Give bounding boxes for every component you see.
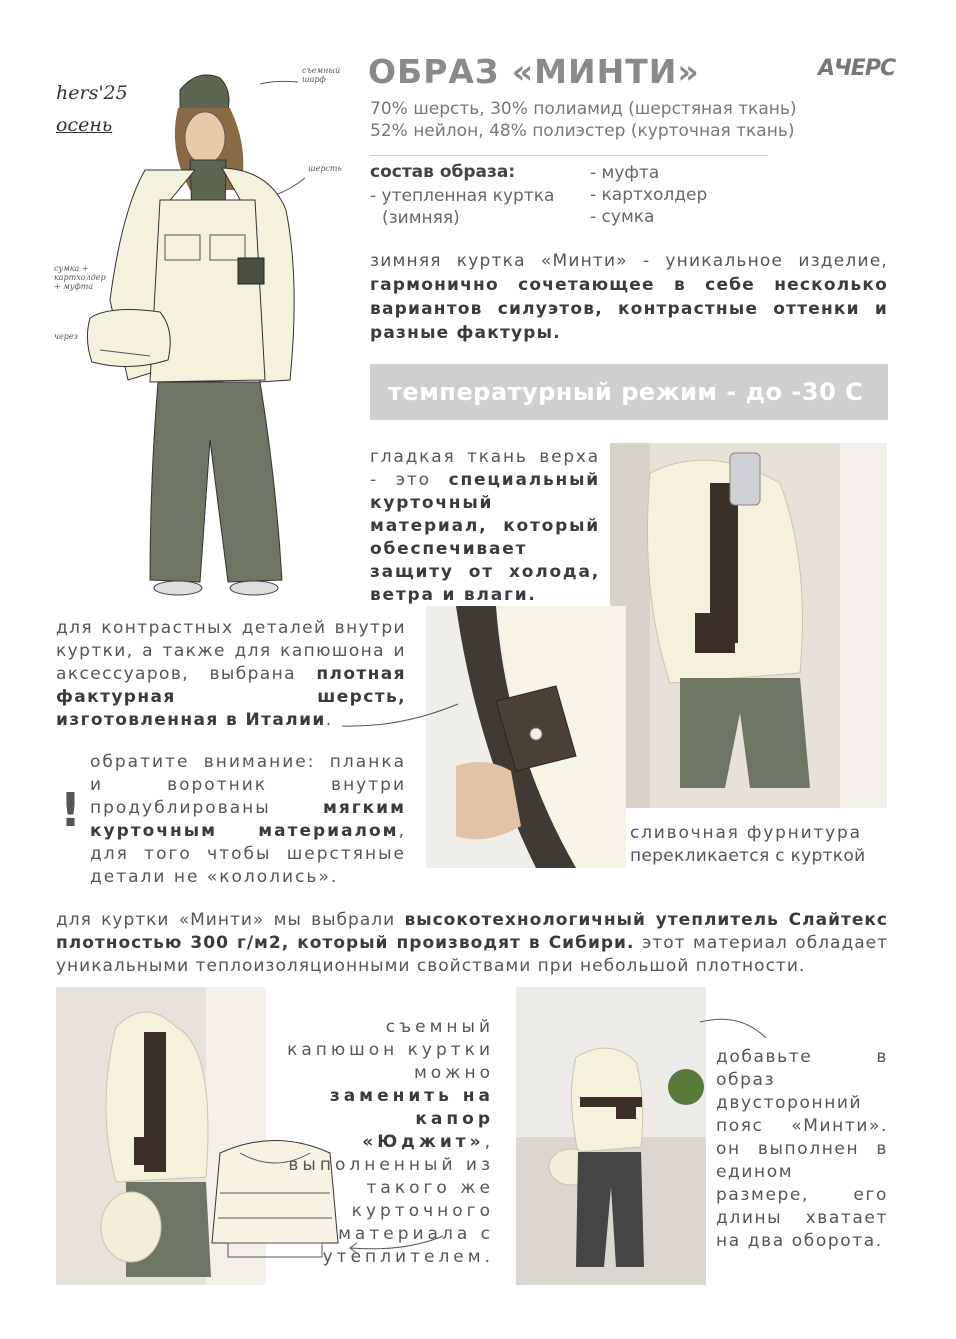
insulation-text: [56, 909, 888, 978]
sketch-note: через: [54, 332, 78, 341]
composition-item: - утепленная куртка: [370, 186, 555, 206]
fashion-sketch: [50, 60, 370, 615]
attention-tail: , для того чтобы шерстяные детали не «кололись».: [90, 821, 406, 887]
brand-logo: АЧЕРС: [818, 56, 896, 81]
hardware-line: сливочная фурнитура: [630, 823, 862, 843]
photo-mirror-selfie: [610, 443, 887, 808]
sketch-season-name: осень: [56, 114, 113, 136]
attention-lead: обратите внимание: планка и воротник внутри продублированы: [90, 752, 406, 818]
composition-list-right: [590, 162, 707, 228]
wool-tail: .: [325, 710, 333, 730]
sketch-note: шерсть: [308, 164, 342, 173]
sketch-note: сумка + картхолдер + муфта: [54, 264, 106, 291]
arrow-to-hood: [345, 1232, 445, 1257]
photo-belt-look: [516, 987, 706, 1285]
attention-bold: мягким курточным материалом: [90, 798, 406, 841]
hood-tail: , выполненный из такого же курточного материала с утеплителем.: [288, 1132, 494, 1267]
smooth-bold: специальный курточный материал, который обеспечивает защиту от холода, ветра и влаги.: [370, 470, 600, 605]
intro-lead: зимняя куртка «Минти» - уникальное изделие,: [370, 251, 888, 271]
sketch-season: hers'25: [56, 82, 128, 104]
smooth-fabric-text: [370, 446, 600, 607]
fabric-composition: [370, 98, 797, 142]
fabric-wool: 70% шерсть, 30% полиамид (шерстяная ткань): [370, 99, 797, 119]
composition-list-left: [370, 185, 554, 229]
composition-item: - картхолдер: [590, 185, 708, 205]
wool-lead: для контрастных деталей внутри куртки, а также для капюшона и аксессуаров, выбрана: [56, 618, 406, 684]
arrow-to-belt: [690, 1010, 770, 1040]
smooth-lead: гладкая ткань верха -: [370, 447, 600, 490]
temperature-text: температурный режим - до -30 С: [388, 378, 864, 406]
sketch-drawing: [50, 60, 370, 615]
belt-text: добавьте в образ двусторонний пояс «Минти». он выполнен в едином размере, его длины хватает на два оборота.: [716, 1047, 888, 1251]
sketch-note: съемный шарф: [302, 66, 341, 84]
insulation-bold: высокотехнологичный утеплитель Слайтекс плотностью 300 г/м2, который производят в Сибири.: [56, 910, 888, 953]
composition-item-note: (зимняя): [382, 208, 460, 228]
composition-item: - сумка: [590, 207, 655, 227]
arrow-to-detail: [340, 700, 460, 730]
intro-bold: гармонично сочетающее в себе несколько вариантов силуэтов, контрастные оттенки и разные фактуры.: [370, 275, 888, 343]
temperature-banner: [370, 364, 888, 420]
wool-bold: плотная фактурная шерсть, изготовленная в Италии: [56, 664, 406, 730]
photo-cardholder-detail: [426, 606, 626, 868]
attention-mark: !: [60, 783, 81, 837]
page-title: ОБРАЗ «МИНТИ»: [368, 52, 700, 91]
insulation-tail: этот материал обладает уникальными теплоизоляционными свойствами при небольшой плотности.: [56, 933, 888, 976]
fabric-shell: 52% нейлон, 48% полиэстер (курточная ткань): [370, 121, 795, 141]
divider: [370, 155, 768, 156]
hardware-text: [630, 822, 888, 868]
intro-paragraph: [370, 249, 888, 345]
composition-item: - муфта: [590, 163, 660, 183]
hood-lead: съемный капюшон куртки можно: [287, 1017, 494, 1083]
smooth-pre: это: [395, 470, 449, 490]
hardware-line: перекликается с курткой: [630, 846, 866, 866]
insulation-lead: для куртки «Минти» мы выбрали: [56, 910, 405, 930]
attention-text: [90, 751, 406, 889]
composition-heading: состав образа:: [370, 162, 516, 182]
hood-bold: заменить на капор «Юджит»: [329, 1086, 494, 1152]
